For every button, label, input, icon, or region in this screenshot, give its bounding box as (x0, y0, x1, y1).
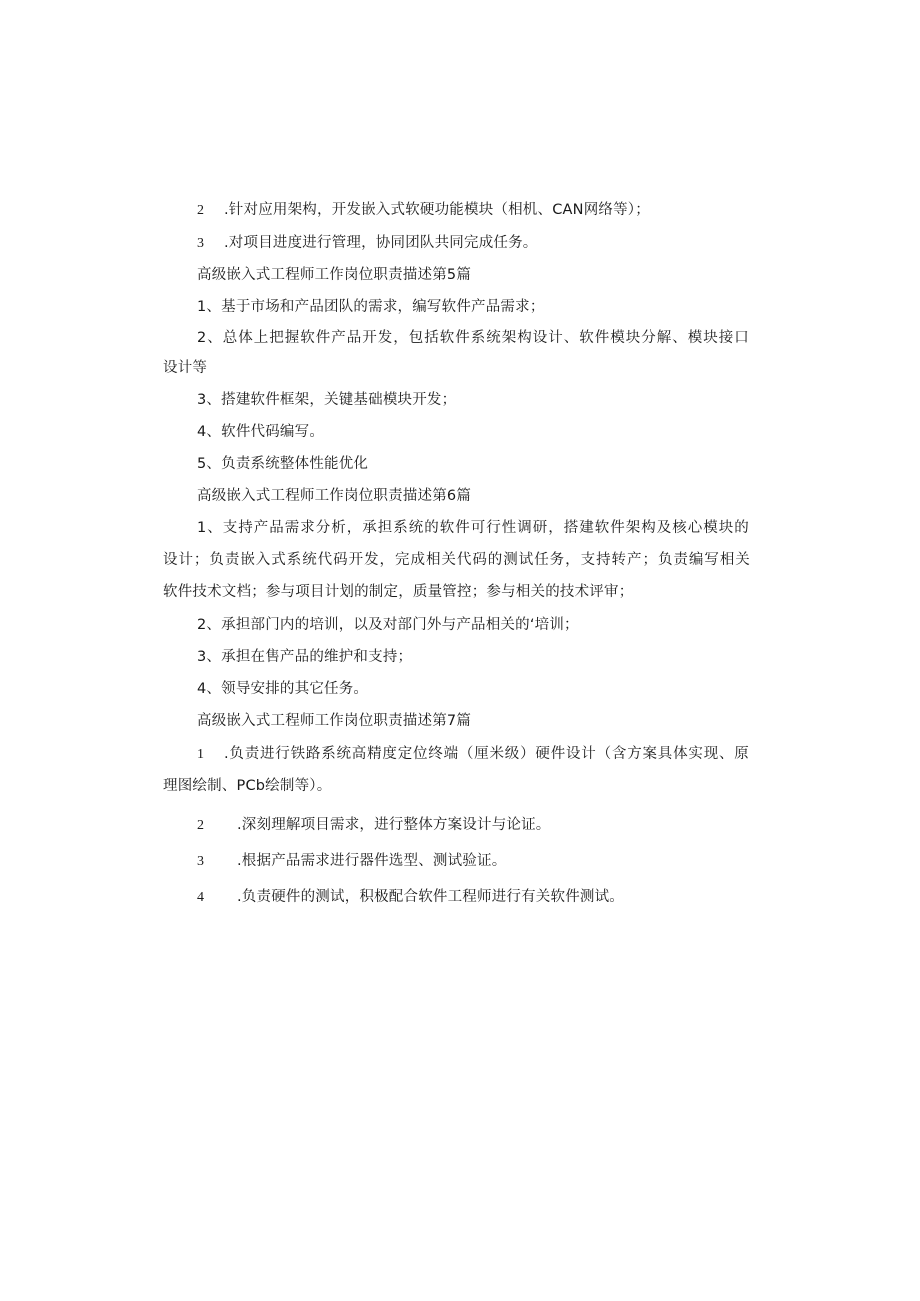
paragraph-line: 2、总体上把握软件产品开发，包括软件系统架构设计、软件模块分解、模块接口 (197, 330, 749, 346)
line-text: .负责硬件的测试，积极配合软件工程师进行有关软件测试。 (237, 889, 625, 905)
paragraph-line: 软件技术文档；参与项目计划的制定，质量管控；参与相关的技术评审； (163, 584, 634, 600)
paragraph-line: 5、负责系统整体性能优化 (197, 456, 369, 472)
paragraph-line (197, 744, 749, 765)
paragraph-line: 4、软件代码编写。 (197, 424, 325, 440)
line-text: .针对应用架构，开发嵌入式软硬功能模块（相机、CAN网络等）； (224, 202, 650, 218)
paragraph-line (197, 233, 538, 254)
paragraph-line (197, 815, 551, 836)
paragraph-line (197, 200, 650, 221)
item-number: 2 (197, 203, 205, 218)
item-number: 4 (197, 890, 205, 905)
item-number: 1 (197, 747, 205, 762)
line-text: .根据产品需求进行器件选型、测试验证。 (237, 853, 507, 869)
item-number: 3 (197, 854, 205, 869)
paragraph-line: 理图绘制、PCb绘制等）。 (163, 778, 332, 794)
paragraph-line: 4、领导安排的其它任务。 (197, 681, 369, 697)
line-text: .负责进行铁路系统高精度定位终端（厘米级）硬件设计（含方案具体实现、原 (224, 746, 749, 762)
section-heading: 高级嵌入式工程师工作岗位职责描述第5篇 (197, 267, 472, 283)
paragraph-line: 1、基于市场和产品团队的需求，编写软件产品需求； (197, 299, 545, 315)
line-text: .深刻理解项目需求，进行整体方案设计与论证。 (237, 817, 551, 833)
paragraph-line: 1、支持产品需求分析，承担系统的软件可行性调研，搭建软件架构及核心模块的 (197, 520, 749, 536)
section-heading: 高级嵌入式工程师工作岗位职责描述第7篇 (197, 713, 472, 729)
paragraph-line: 设计等 (163, 360, 208, 376)
paragraph-line: 2、承担部门内的培训，以及对部门外与产品相关的‘培训； (197, 617, 579, 633)
item-number: 2 (197, 818, 205, 833)
section-heading: 高级嵌入式工程师工作岗位职责描述第6篇 (197, 488, 472, 504)
paragraph-line: 3、搭建软件框架，关键基础模块开发； (197, 392, 457, 408)
paragraph-line (197, 887, 624, 908)
paragraph-line: 3、承担在售产品的维护和支持； (197, 649, 413, 665)
paragraph-line (197, 851, 506, 872)
paragraph-line: 设计；负责嵌入式系统代码开发，完成相关代码的测试任务，支持转产；负责编写相关 (163, 552, 750, 568)
line-text: .对项目进度进行管理，协同团队共同完成任务。 (224, 235, 538, 251)
item-number: 3 (197, 236, 205, 251)
